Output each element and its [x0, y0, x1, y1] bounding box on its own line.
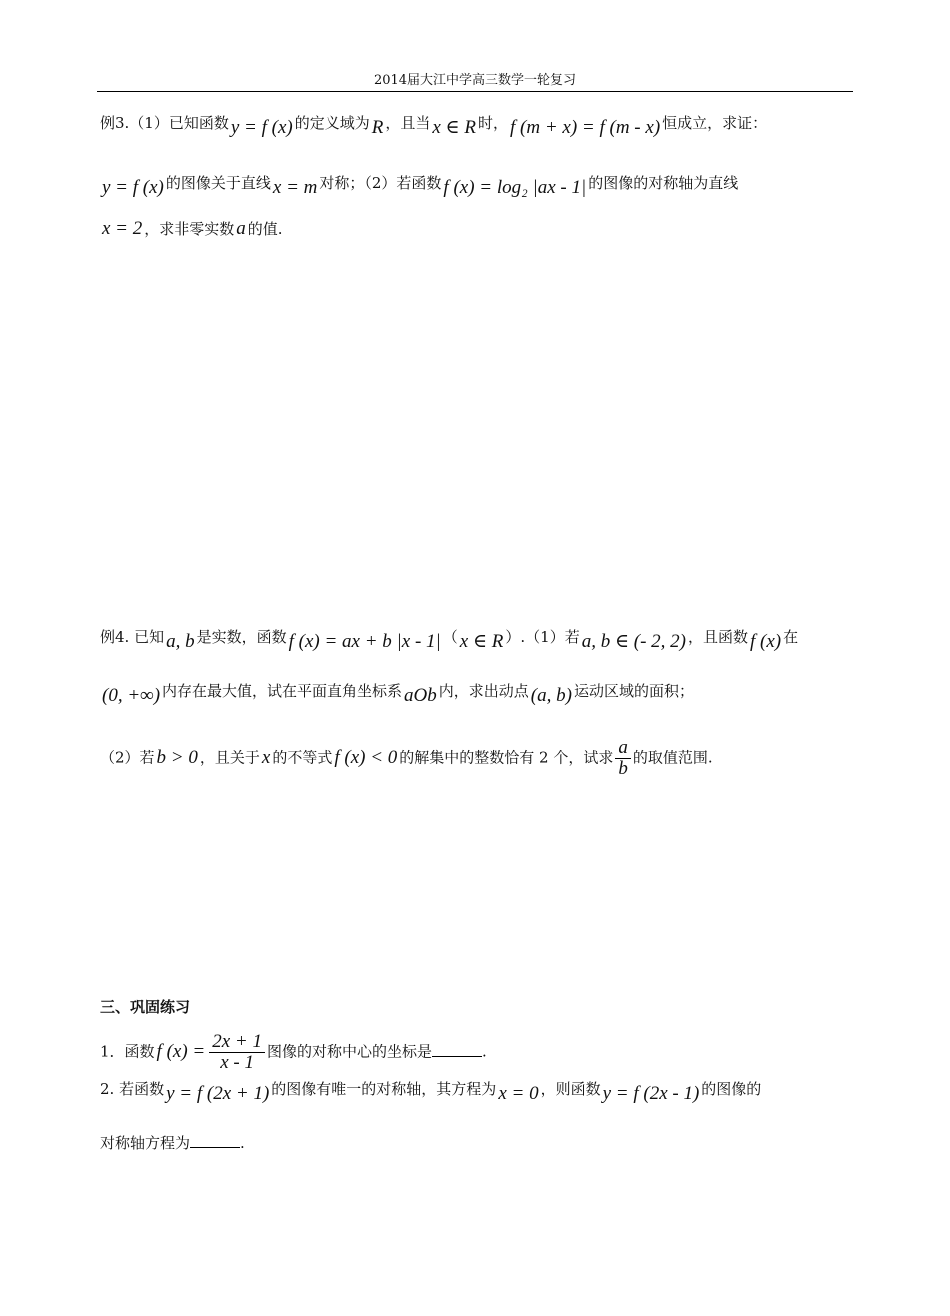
fraction-2x1-over-x1: $\frac{2x + 1}{x - 1}$: [209, 1032, 265, 1073]
answer-blank: [190, 1133, 240, 1148]
fraction-a-over-b: $\frac{a}{b}$: [615, 738, 631, 779]
page-header: 2014届大江中学高三数学一轮复习: [97, 72, 853, 92]
example-4-line-2: (0, +∞) 内存在最大值，试在平面直角坐标系 aOb 内，求出动点 (a, b) 运动区域的面积；: [102, 682, 694, 706]
example-3-line-3: x = 2 ，求非零实数 a 的值.: [102, 218, 283, 239]
exercise-2: 2. 若函数 y = f (2x + 1) 的图像有唯一的对称轴，其方程为 x = 0 ，则函数 y = f (2x - 1) 的图像的: [100, 1080, 762, 1104]
example-4-line-3: （2）若 b > 0 ，且关于 x 的不等式 f (x) < 0 的解集中的整数恰有 2 个，试求 $\frac{a}{b}$ 的取值范围.: [100, 737, 713, 779]
example-4-line-1: 例4. 已知 a, b 是实数，函数 f (x) = ax + b |x - 1| （ x ∈ R ）.（1）若 a, b ∈ (- 2, 2) ，且函数 f (x) 在: [100, 628, 799, 652]
answer-blank: [432, 1042, 482, 1057]
exercise-1: 1．函数 f (x) = $\frac{2x + 1}{x - 1}$ 图像的对称中心的坐标是 .: [100, 1031, 487, 1073]
example-3-line-2: y = f (x) 的图像关于直线 x = m 对称；（2）若函数 f (x) = log₂ |ax - 1| 的图像的对称轴为直线: [102, 174, 739, 198]
exercise-2-continued: 对称轴方程为 .: [100, 1134, 245, 1152]
section-title: 三、巩固练习: [100, 998, 191, 1016]
example-3-line-1: 例3.（1）已知函数 y = f (x) 的定义域为 R ，且当 x ∈ R 时， f (m + x) = f (m - x) 恒成立，求证：: [100, 114, 768, 138]
